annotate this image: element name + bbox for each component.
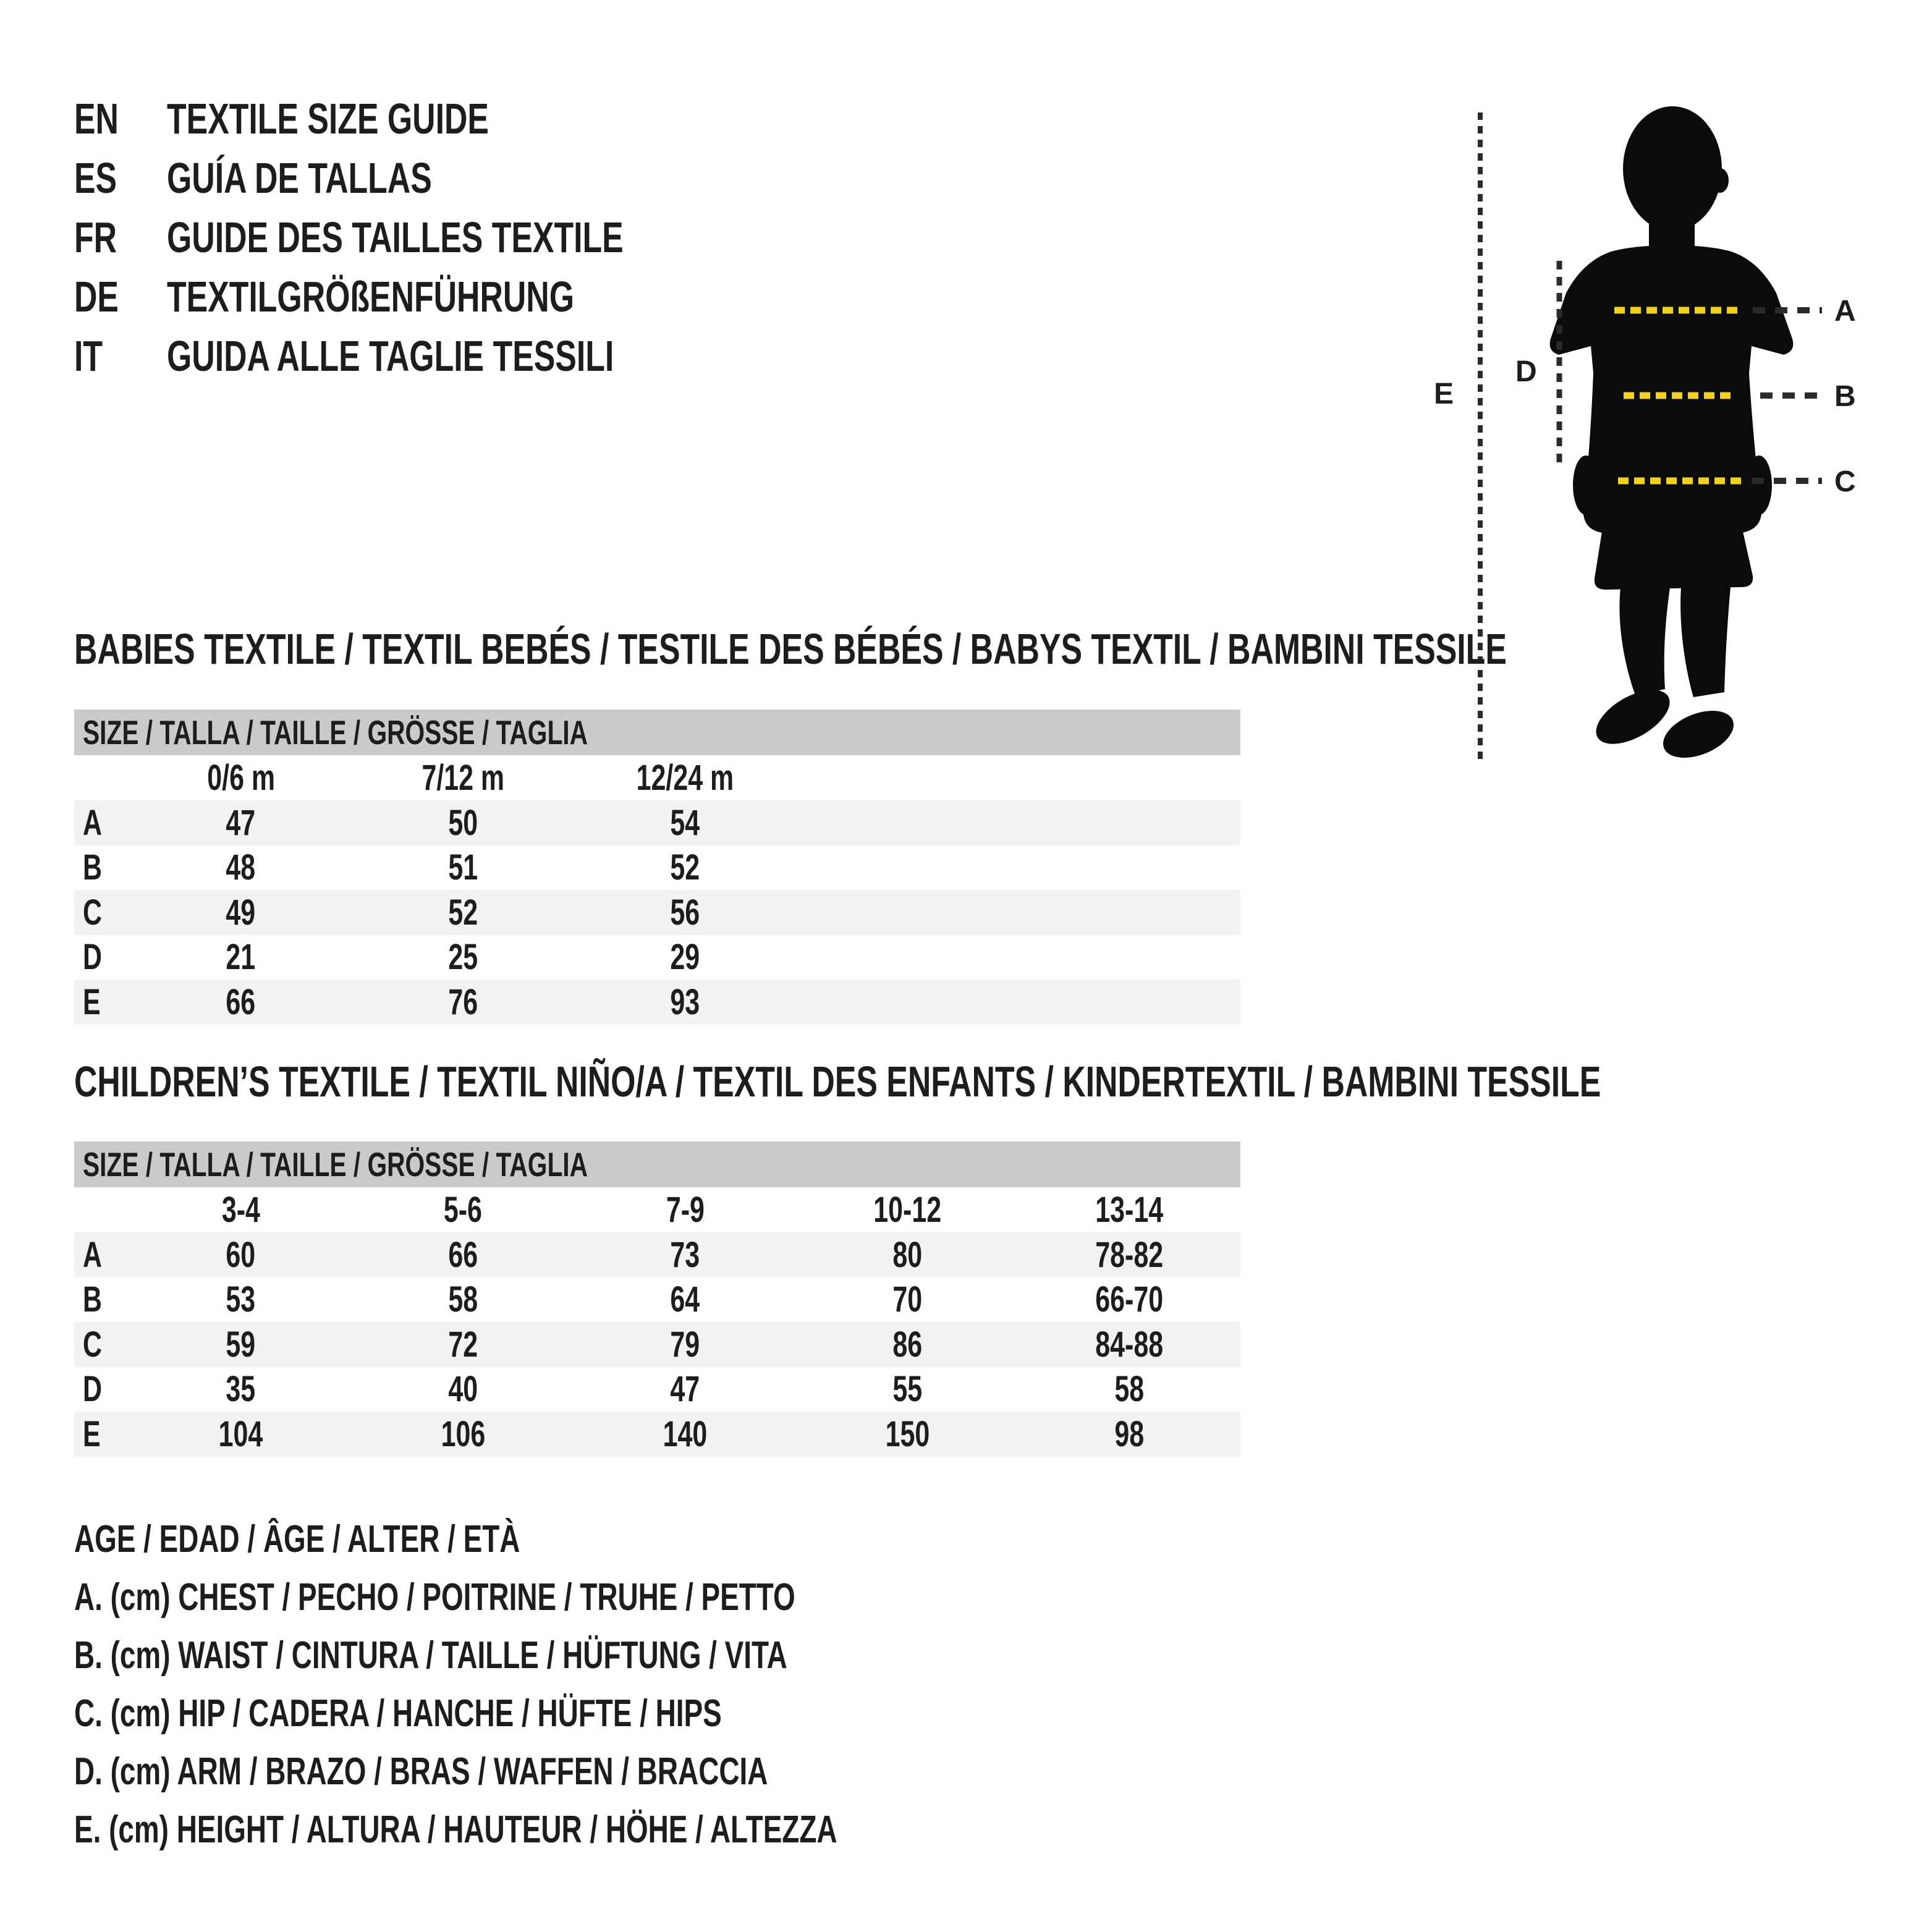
table-cell: 29	[670, 937, 700, 978]
row-label: C	[83, 892, 102, 933]
row-label: E	[83, 1413, 101, 1454]
row-label: E	[83, 981, 101, 1022]
table-row	[74, 1322, 1240, 1367]
table-cell: 104	[218, 1413, 263, 1454]
children-size-header-bar	[74, 1142, 1240, 1187]
table-cell: 79	[670, 1324, 700, 1365]
legend-age-line: AGE / EDAD / ÂGE / ALTER / ETÀ	[74, 1518, 520, 1561]
row-label: D	[83, 937, 102, 978]
table-cell: 40	[448, 1369, 478, 1410]
guide-title-label: GUÍA DE TALLAS	[167, 154, 432, 202]
row-label: C	[83, 1324, 102, 1365]
table-cell: 64	[670, 1279, 700, 1320]
table-cell: 55	[892, 1369, 922, 1410]
table-cell: 70	[892, 1279, 922, 1320]
language-code-label: DE	[74, 273, 119, 321]
silhouette-ear	[1711, 168, 1729, 193]
measure-label-c: C	[1834, 465, 1856, 498]
column-header: 3-4	[221, 1190, 260, 1230]
table-cell: 25	[448, 937, 478, 978]
measure-label-a: A	[1834, 295, 1856, 328]
legend-item-arm: D. (cm) ARM / BRAZO / BRAS / WAFFEN / BRACCIA	[74, 1750, 768, 1793]
babies-size-table	[74, 710, 1240, 1025]
table-row	[74, 935, 1240, 980]
babies-size-header-bar	[74, 710, 1240, 755]
silhouette-head	[1623, 106, 1722, 231]
table-cell: 48	[226, 847, 256, 888]
guide-title	[167, 148, 784, 208]
table-row	[74, 890, 1240, 935]
guide-title-label: GUIDE DES TAILLES TEXTILE	[167, 213, 624, 261]
column-header: 13-14	[1095, 1190, 1164, 1230]
table-cell: 66-70	[1095, 1279, 1164, 1320]
table-cell: 58	[1114, 1369, 1145, 1410]
silhouette-shorts	[1595, 532, 1753, 590]
table-row	[74, 1232, 1240, 1277]
table-cell: 47	[226, 802, 256, 843]
measure-label-d: D	[1515, 355, 1537, 388]
legend-item-hip: C. (cm) HIP / CADERA / HANCHE / HÜFTE / HIPS	[74, 1692, 722, 1735]
children-section-title-text: CHILDREN’S TEXTILE / TEXTIL NIÑO/A / TEXTIL DES ENFANTS / KINDERTEXTIL / BAMBINI TESSILE	[74, 1057, 1601, 1106]
measure-label-b: B	[1834, 380, 1856, 413]
table-cell: 54	[670, 802, 700, 843]
table-cell: 59	[226, 1324, 256, 1365]
table-cell: 73	[670, 1234, 700, 1275]
child-measurement-diagram	[1409, 99, 1879, 791]
column-header: 0/6 m	[206, 758, 275, 798]
table-cell: 60	[226, 1234, 256, 1275]
legend-item-chest: A. (cm) CHEST / PECHO / POITRINE / TRUHE / PETTO	[74, 1576, 795, 1619]
row-label: D	[83, 1369, 102, 1410]
silhouette-right-shoe	[1656, 701, 1740, 767]
table-cell: 84-88	[1095, 1324, 1164, 1365]
legend-item-height: E. (cm) HEIGHT / ALTURA / HAUTEUR / HÖHE / ALTEZZA	[74, 1808, 837, 1851]
table-cell: 80	[892, 1234, 922, 1275]
table-cell: 53	[226, 1279, 256, 1320]
language-code	[74, 326, 167, 386]
language-code	[74, 208, 167, 267]
row-label: A	[83, 1234, 102, 1275]
guide-title-label: GUIDA ALLE TAGLIE TESSILI	[167, 332, 614, 380]
language-title-list	[74, 89, 784, 386]
table-cell: 86	[892, 1324, 922, 1365]
column-header: 7-9	[666, 1190, 705, 1230]
table-row	[74, 1277, 1240, 1323]
table-cell: 93	[670, 981, 700, 1022]
table-cell: 58	[448, 1279, 478, 1320]
table-row	[74, 980, 1240, 1025]
table-row	[74, 1367, 1240, 1412]
guide-title	[167, 326, 784, 386]
language-code-label: EN	[74, 95, 119, 143]
children-column-header-row	[74, 1187, 1240, 1232]
table-row	[74, 1412, 1240, 1457]
children-table-rows	[74, 1232, 1240, 1457]
table-row	[74, 800, 1240, 845]
children-size-header-text: SIZE / TALLA / TAILLE / GRÖSSE / TAGLIA	[83, 1145, 588, 1184]
column-header: 10-12	[873, 1190, 941, 1230]
babies-size-header-text: SIZE / TALLA / TAILLE / GRÖSSE / TAGLIA	[83, 713, 588, 752]
table-cell: 56	[670, 892, 700, 933]
guide-title-label: TEXTILE SIZE GUIDE	[167, 95, 489, 143]
language-code	[74, 267, 167, 326]
babies-column-header-row	[74, 755, 1240, 800]
babies-section-title-text: BABIES TEXTILE / TEXTIL BEBÉS / TESTILE DES BÉBÉS / BABYS TEXTIL / BAMBINI TESSILE	[74, 625, 1507, 673]
table-cell: 72	[448, 1324, 478, 1365]
column-header: 5-6	[444, 1190, 483, 1230]
language-code	[74, 89, 167, 148]
table-cell: 21	[226, 937, 256, 978]
guide-title-label: TEXTILGRÖßENFÜHRUNG	[167, 273, 574, 321]
table-cell: 76	[448, 981, 478, 1022]
column-header: 7/12 m	[422, 758, 504, 798]
guide-title	[167, 89, 784, 148]
table-cell: 78-82	[1095, 1234, 1164, 1275]
language-code	[74, 148, 167, 208]
silhouette-left-hand	[1573, 455, 1599, 515]
row-label: B	[83, 1279, 102, 1320]
language-code-label: IT	[74, 332, 103, 380]
babies-section-title	[74, 619, 1932, 679]
legend-item-waist: B. (cm) WAIST / CINTURA / TAILLE / HÜFTUNG / VITA	[74, 1634, 787, 1677]
measurement-legend	[74, 1510, 1105, 1859]
silhouette-right-hand	[1746, 455, 1772, 515]
table-cell: 106	[441, 1413, 485, 1454]
table-cell: 51	[448, 847, 478, 888]
table-cell: 50	[448, 802, 478, 843]
table-cell: 52	[448, 892, 478, 933]
table-row	[74, 845, 1240, 891]
table-cell: 47	[670, 1369, 700, 1410]
row-label: B	[83, 847, 102, 888]
language-code-label: FR	[74, 213, 117, 261]
column-header: 12/24 m	[636, 758, 734, 798]
table-cell: 98	[1114, 1413, 1145, 1454]
table-cell: 140	[663, 1413, 708, 1454]
table-cell: 35	[226, 1369, 256, 1410]
children-size-table	[74, 1142, 1240, 1457]
measure-label-e: E	[1434, 378, 1454, 410]
table-cell: 52	[670, 847, 700, 888]
table-cell: 66	[226, 981, 256, 1022]
language-code-label: ES	[74, 154, 117, 202]
children-section-title	[74, 1052, 1932, 1111]
guide-title	[167, 208, 784, 267]
table-cell: 49	[226, 892, 256, 933]
row-label: A	[83, 802, 102, 843]
babies-table-rows	[74, 800, 1240, 1025]
guide-title	[167, 267, 784, 326]
table-cell: 66	[448, 1234, 478, 1275]
table-cell: 150	[885, 1413, 930, 1454]
